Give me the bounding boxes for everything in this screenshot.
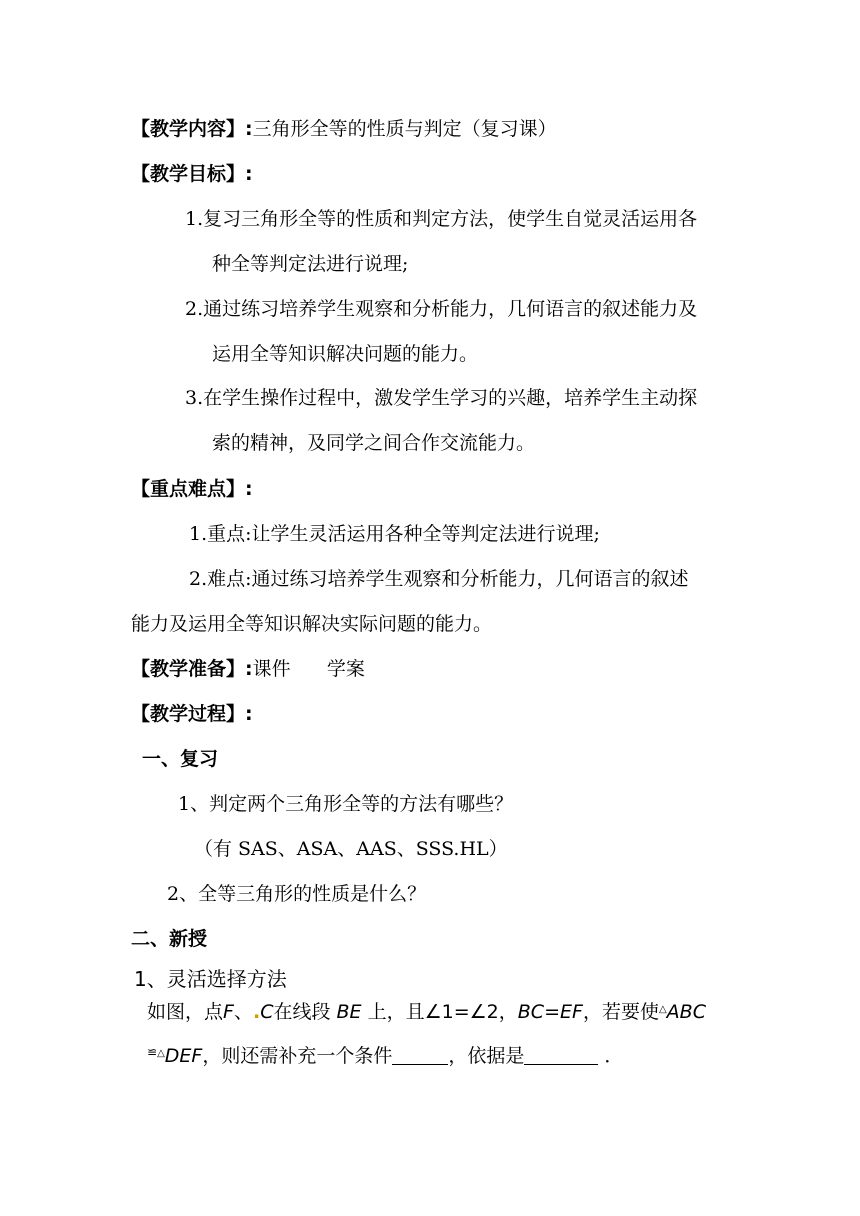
segment-ef: EF <box>560 1001 583 1023</box>
goal-1-line-1: 1.复习三角形全等的性质和判定方法，使学生自觉灵活运用各 <box>185 208 698 230</box>
goals-colon: : <box>245 163 253 185</box>
content-colon: : <box>245 118 253 140</box>
prep-text: 课件 学案 <box>252 658 365 680</box>
problem-line-1 <box>147 998 706 1022</box>
triangle-abc: ABC <box>666 1001 706 1023</box>
condition-blank[interactable] <box>392 1046 448 1065</box>
prep-label: 【教学准备】 <box>131 658 246 680</box>
process-colon: : <box>245 703 253 725</box>
triangle-icon: △ <box>658 1004 667 1015</box>
review-answer-1: （有 SAS、ASA、AAS、SSS.HL） <box>194 838 508 860</box>
triangle-icon: △ <box>157 1048 165 1059</box>
keypoint-2-line-1: 2.难点:通过练习培养学生观察和分析能力，几何语言的叙述 <box>189 568 689 590</box>
goal-3-line-1: 3.在学生操作过程中，激发学生学习的兴趣，培养学生主动探 <box>185 387 698 409</box>
keypoint-2-line-2: 能力及运用全等知识解决实际问题的能力。 <box>131 613 493 635</box>
stray-dot: . <box>252 1001 261 1023</box>
point-c: C <box>260 1001 274 1023</box>
review-question-2: 2、全等三角形的性质是什么？ <box>167 883 427 905</box>
basis-blank[interactable] <box>524 1046 598 1065</box>
problem-text-a: 如图，点 <box>147 1001 224 1023</box>
problem-text-e: ，若要使 <box>582 1001 659 1023</box>
keypoints-label: 【重点难点】 <box>131 478 246 500</box>
equals-sign: = <box>544 1001 560 1023</box>
problem-text-d: 上，且∠1=∠2， <box>361 1001 518 1023</box>
new-subheading: 1、灵活选择方法 <box>134 967 287 991</box>
congruent-symbol: ≌ <box>147 1045 158 1059</box>
problem-text-g: ，依据是 <box>448 1045 525 1067</box>
triangle-def: DEF <box>164 1045 203 1067</box>
segment-be: BE <box>336 1001 362 1023</box>
problem-text-c: 在线段 <box>273 1001 337 1023</box>
point-f: F <box>223 1001 234 1023</box>
problem-text-h: ． <box>604 1045 624 1067</box>
goals-label: 【教学目标】 <box>131 163 246 185</box>
keypoints-heading <box>131 477 253 501</box>
content-text: 三角形全等的性质与判定（复习课） <box>252 118 557 140</box>
goal-2-line-1: 2.通过练习培养学生观察和分析能力，几何语言的叙述能力及 <box>185 298 698 320</box>
problem-text-f: ，则还需补充一个条件 <box>202 1045 393 1067</box>
content-label: 【教学内容】 <box>131 118 246 140</box>
keypoints-colon: : <box>245 478 253 500</box>
goals-heading <box>131 162 253 186</box>
review-heading: 一、复习 <box>142 748 219 770</box>
review-question-1: 1、判定两个三角形全等的方法有哪些？ <box>178 793 514 815</box>
process-heading <box>131 702 253 726</box>
problem-text-b: 、 <box>233 1001 253 1023</box>
content-line <box>131 117 557 141</box>
segment-bc: BC <box>517 1001 545 1023</box>
goal-3-line-2: 索的精神，及同学之间合作交流能力。 <box>212 432 536 454</box>
goal-2-line-2: 运用全等知识解决问题的能力。 <box>212 343 479 365</box>
problem-line-2 <box>147 1040 624 1067</box>
process-label: 【教学过程】 <box>131 703 246 725</box>
goal-1-line-2: 种全等判定法进行说理; <box>212 253 409 275</box>
keypoint-1: 1.重点:让学生灵活运用各种全等判定法进行说理; <box>189 523 600 545</box>
prep-colon: : <box>245 658 253 680</box>
prep-line <box>131 657 365 681</box>
new-heading: 二、新授 <box>131 928 208 950</box>
